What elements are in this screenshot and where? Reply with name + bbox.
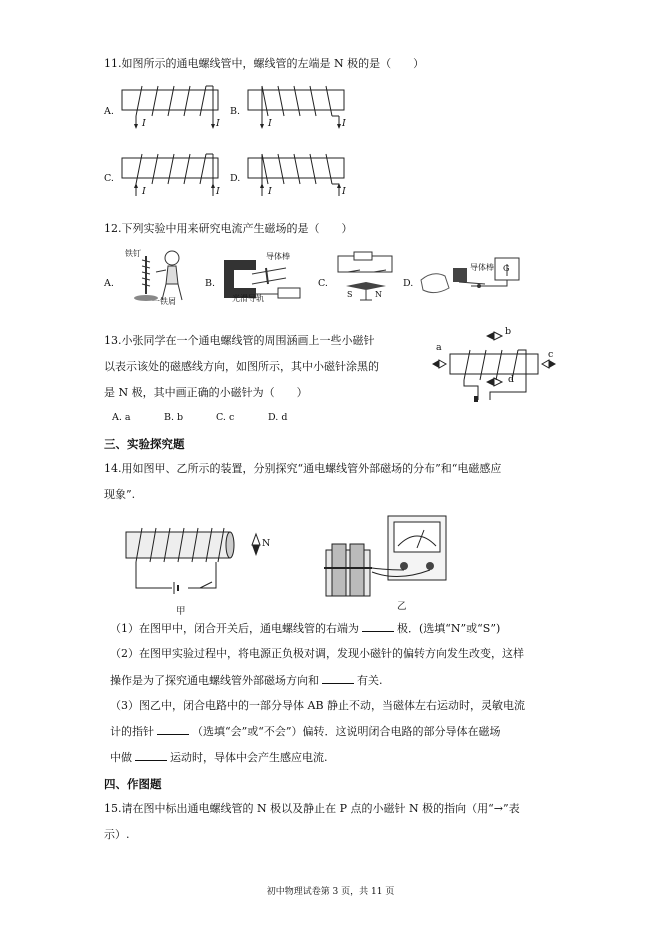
q12-option-d-label: D. (403, 278, 414, 289)
q14-part3-text-d: 运动时，导体中会产生感应电流. (170, 751, 328, 764)
q11-solenoid-a (118, 80, 226, 132)
q13-needle-b-label: b (505, 326, 512, 337)
q13-solenoid-needles (430, 326, 560, 402)
q11-a-current-left: I (142, 118, 146, 129)
q12-a-filings-label: 一铁屑 (152, 297, 176, 306)
q11-option-b-label: B. (230, 106, 241, 117)
q12-b-rod-label: 导体棒 (266, 252, 290, 261)
q14-figure-jia-solenoid (116, 520, 266, 602)
q14-part3-text-c: 中做 (110, 751, 132, 764)
q14-part3-line2 (110, 724, 501, 739)
q13-line2: 以表示该处的磁感线方向，如图所示，其中小磁针涂黑的 (104, 360, 379, 373)
q14-part3-line1: （3）图乙中，闭合电路中的一部分导体 AB 静止不动，当磁体左右运动时，灵敏电流 (110, 699, 526, 712)
q14-part3-blank1[interactable] (157, 724, 189, 735)
q12-d-rod-label: 导体棒 (470, 263, 494, 272)
q14-part2-blank[interactable] (322, 673, 354, 684)
q12-c-s-label: S (347, 290, 353, 299)
q12-option-c-label: C. (318, 278, 328, 289)
q14-part3-line3 (110, 750, 328, 765)
q12-stem: 12.下列实验中用来研究电流产生磁场的是（ ） (104, 222, 353, 235)
q13-option-c: C. c (216, 412, 235, 423)
q11-a-current-right: I (216, 118, 220, 129)
q12-b-rail-label: 光滑导轨 (232, 294, 264, 303)
q14-needle-n-label: N (262, 538, 271, 549)
q11-c-current-left: I (142, 186, 146, 197)
q11-stem: 11.如图所示的通电螺线管中，螺线管的左端是 N 极的是（ ） (104, 57, 425, 70)
q13-option-d: D. d (268, 412, 288, 423)
q11-d-current-left: I (268, 186, 272, 197)
q12-option-a-label: A. (104, 278, 114, 289)
q13-needle-a-label: a (436, 342, 442, 353)
q11-b-current-right: I (342, 118, 346, 129)
section-experiment-title: 三、实验探究题 (104, 437, 185, 451)
q12-option-b-label: B. (205, 278, 216, 289)
q14-figure-jia-caption: 甲 (176, 606, 186, 617)
q11-c-current-right: I (216, 186, 220, 197)
q12-figure-d-induction (415, 250, 525, 306)
q13-needle-c-label: c (548, 349, 554, 360)
q15-line2: 示）. (104, 828, 130, 841)
q14-part2-line1: （2）在图甲实验过程中，将电源正负极对调，发现小磁针的偏转方向发生改变，这样 (110, 647, 524, 660)
q13-needle-d-label: d (508, 374, 515, 385)
q14-part3-text-a: 计的指针 (110, 725, 154, 738)
q14-stem-line2: 现象”. (104, 488, 136, 501)
page-footer: 初中物理试卷第 3 页，共 11 页 (266, 887, 395, 897)
q14-part3-blank2[interactable] (135, 750, 167, 761)
q14-part2-line2 (110, 673, 383, 688)
q11-option-a-label: A. (104, 106, 114, 117)
q14-figure-yi-caption: 乙 (397, 601, 407, 612)
q14-part1-text-a: （1）在图甲中，闭合开关后，通电螺线管的右端为 (110, 622, 359, 635)
q11-option-c-label: C. (104, 173, 114, 184)
q14-part3-text-b: （选填“会”或“不会”）偏转．这说明闭合电路的部分导体在磁场 (192, 725, 501, 738)
q13-line3: 是 N 极，其中画正确的小磁针为（ ） (104, 386, 308, 399)
q11-solenoid-b (244, 80, 352, 132)
q14-part1-blank[interactable] (362, 621, 394, 632)
q14-part1-text-b: 极．(选填“N”或“S”) (397, 622, 501, 635)
section-drawing-title: 四、作图题 (104, 777, 162, 791)
q11-option-d-label: D. (230, 173, 241, 184)
q14-figure-yi-induction (318, 510, 468, 610)
q13-line1: 13.小张同学在一个通电螺线管的周围涵画上一些小磁针 (104, 334, 375, 347)
q14-part1 (110, 621, 500, 636)
q12-figure-c-oersted (330, 248, 402, 306)
q11-solenoid-d (244, 148, 352, 200)
q12-c-n-label: N (375, 290, 382, 299)
q13-option-b: B. b (164, 412, 184, 423)
q15-line1: 15.请在图中标出通电螺线管的 N 极以及静止在 P 点的小磁针 N 极的指向（用“→”表 (104, 802, 520, 815)
q12-a-nail-label: 铁钉 (125, 249, 141, 258)
q11-solenoid-c (118, 148, 226, 200)
q12-d-galvanometer-label: G (503, 264, 510, 273)
q11-d-current-right: I (342, 186, 346, 197)
q14-stem-line1: 14.用如图甲、乙所示的装置，分别探究“通电螺线管外部磁场的分布”和“电磁感应 (104, 462, 502, 475)
q14-part2-text-a: 操作是为了探究通电螺线管外部磁场方向和 (110, 674, 319, 687)
q13-option-a: A. a (112, 412, 131, 423)
q14-part2-text-b: 有关. (357, 674, 383, 687)
q11-b-current-left: I (268, 118, 272, 129)
